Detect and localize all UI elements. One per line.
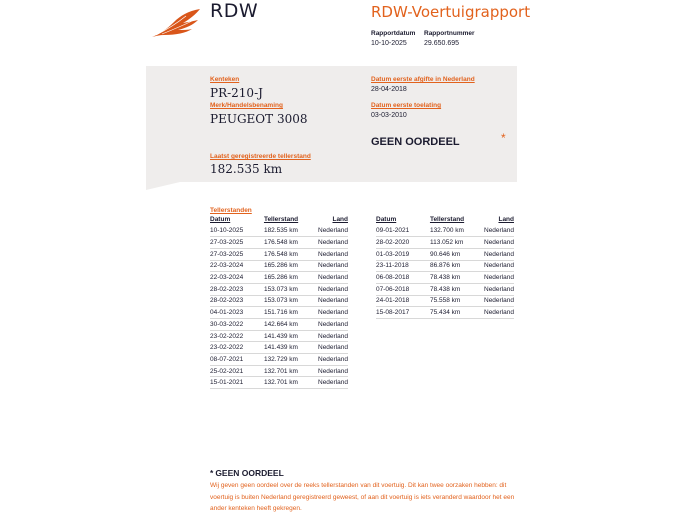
cell-land: Nederland xyxy=(318,283,348,295)
cell-datum: 24-01-2018 xyxy=(376,295,430,307)
cell-land: Nederland xyxy=(318,330,348,342)
merk-value: PEUGEOT 3008 xyxy=(210,112,308,126)
cell-datum: 25-02-2021 xyxy=(210,365,264,377)
table-row xyxy=(210,319,348,331)
cell-land: Nederland xyxy=(484,248,514,260)
cell-land: Nederland xyxy=(318,225,348,237)
eerste-toelating-value: 03-03-2010 xyxy=(371,112,407,119)
odometer-table-right xyxy=(376,216,514,319)
cell-land: Nederland xyxy=(484,237,514,249)
cell-tellerstand: 90.646 km xyxy=(430,248,484,260)
table-row xyxy=(376,307,514,319)
cell-tellerstand: 176.548 km xyxy=(264,237,318,249)
cell-land: Nederland xyxy=(484,225,514,237)
table-row xyxy=(376,237,514,249)
cell-land: Nederland xyxy=(484,272,514,284)
cell-datum: 15-01-2021 xyxy=(210,377,264,389)
cell-datum: 09-01-2021 xyxy=(376,225,430,237)
cell-datum: 06-08-2018 xyxy=(376,272,430,284)
cell-tellerstand: 75.558 km xyxy=(430,295,484,307)
cell-tellerstand: 153.073 km xyxy=(264,283,318,295)
cell-tellerstand: 132.701 km xyxy=(264,377,318,389)
rapportnummer-value: 29.650.695 xyxy=(424,40,460,47)
cell-datum: 27-03-2025 xyxy=(210,248,264,260)
verdict-text: GEEN OORDEEL xyxy=(371,136,460,148)
cell-datum: 23-02-2022 xyxy=(210,330,264,342)
cell-tellerstand: 182.535 km xyxy=(264,225,318,237)
table-row xyxy=(210,354,348,366)
cell-tellerstand: 142.664 km xyxy=(264,319,318,331)
rdw-logo-icon xyxy=(150,8,202,38)
table-row xyxy=(210,248,348,260)
cell-land: Nederland xyxy=(318,354,348,366)
cell-tellerstand: 75.434 km xyxy=(430,307,484,319)
eerste-toelating-label: Datum eerste toelating xyxy=(371,102,442,109)
footnote-asterisk: * xyxy=(210,468,214,478)
eerste-afgifte-value: 28-04-2018 xyxy=(371,86,407,93)
footnote-text: Wij geven geen oordeel over de reeks tellerstanden van dit voertuig. Dit kan twee oorzaken hebben: dit voertuig is buiten Nederland geregistreerd geweest, of aan dit voertuig is iets veranderd waardoor het een ander kenteken heeft gekregen. xyxy=(210,482,515,512)
cell-tellerstand: 151.716 km xyxy=(264,307,318,319)
table-row xyxy=(376,248,514,260)
kenteken-label: Kenteken xyxy=(210,76,240,83)
cell-datum: 30-03-2022 xyxy=(210,319,264,331)
cell-tellerstand: 78.438 km xyxy=(430,272,484,284)
cell-land: Nederland xyxy=(484,295,514,307)
cell-datum: 04-01-2023 xyxy=(210,307,264,319)
header-tellerstand: Tellerstand xyxy=(263,216,299,223)
table-header-row xyxy=(210,216,348,225)
cell-land: Nederland xyxy=(484,283,514,295)
cell-land: Nederland xyxy=(484,307,514,319)
table-row xyxy=(210,260,348,272)
table-row xyxy=(376,283,514,295)
table-row xyxy=(210,330,348,342)
cell-land: Nederland xyxy=(318,260,348,272)
table-row xyxy=(376,225,514,237)
cell-tellerstand: 132.701 km xyxy=(264,365,318,377)
report-title: RDW-Voertuigrapport xyxy=(371,3,531,21)
odometer-rows-left xyxy=(210,225,348,389)
odometer-table-left xyxy=(210,216,348,389)
cell-tellerstand: 153.073 km xyxy=(264,295,318,307)
merk-label: Merk/Handelsbenaming xyxy=(210,102,283,109)
table-row xyxy=(210,295,348,307)
cell-tellerstand: 132.700 km xyxy=(430,225,484,237)
header-datum: Datum xyxy=(210,216,231,223)
cell-datum: 07-06-2018 xyxy=(376,283,430,295)
table-row xyxy=(210,283,348,295)
cell-datum: 28-02-2023 xyxy=(210,283,264,295)
cell-land: Nederland xyxy=(318,272,348,284)
cell-datum: 15-08-2017 xyxy=(376,307,430,319)
cell-tellerstand: 165.286 km xyxy=(264,272,318,284)
tellerstand-label: Laatst geregistreerde tellerstand xyxy=(210,153,311,160)
cell-tellerstand: 141.439 km xyxy=(264,342,318,354)
cell-tellerstand: 141.439 km xyxy=(264,330,318,342)
cell-datum: 23-11-2018 xyxy=(376,260,430,272)
cell-land: Nederland xyxy=(484,260,514,272)
tellerstanden-title: Tellerstanden xyxy=(210,207,252,214)
table-row xyxy=(210,307,348,319)
cell-datum: 27-03-2025 xyxy=(210,237,264,249)
cell-tellerstand: 132.729 km xyxy=(264,354,318,366)
table-row xyxy=(210,377,348,389)
table-row xyxy=(210,237,348,249)
kenteken-value: PR-210-J xyxy=(210,86,263,100)
cell-tellerstand: 176.548 km xyxy=(264,248,318,260)
cell-datum: 22-03-2024 xyxy=(210,272,264,284)
cell-land: Nederland xyxy=(318,342,348,354)
cell-land: Nederland xyxy=(318,248,348,260)
cell-land: Nederland xyxy=(318,365,348,377)
panel-notch xyxy=(146,182,180,190)
cell-datum: 10-10-2025 xyxy=(210,225,264,237)
table-row xyxy=(210,342,348,354)
cell-tellerstand: 113.052 km xyxy=(430,237,484,249)
table-header-row xyxy=(376,216,514,225)
brand-name: RDW xyxy=(210,0,259,22)
cell-land: Nederland xyxy=(318,307,348,319)
cell-tellerstand: 78.438 km xyxy=(430,283,484,295)
rapportdatum-label: Rapportdatum xyxy=(371,30,416,37)
tellerstand-value: 182.535 km xyxy=(210,162,283,176)
cell-land: Nederland xyxy=(318,377,348,389)
cell-datum: 08-07-2021 xyxy=(210,354,264,366)
odometer-rows-right xyxy=(376,225,514,319)
table-row xyxy=(376,260,514,272)
table-row xyxy=(376,272,514,284)
header-land: Land xyxy=(332,216,348,223)
cell-land: Nederland xyxy=(318,319,348,331)
rapportnummer-label: Rapportnummer xyxy=(424,30,475,37)
cell-datum: 01-03-2019 xyxy=(376,248,430,260)
cell-tellerstand: 165.286 km xyxy=(264,260,318,272)
header-land: Land xyxy=(498,216,514,223)
table-row xyxy=(210,225,348,237)
footnote-heading: GEEN OORDEEL xyxy=(215,468,284,478)
table-row xyxy=(210,365,348,377)
eerste-afgifte-label: Datum eerste afgifte in Nederland xyxy=(371,76,475,83)
table-row xyxy=(376,295,514,307)
cell-land: Nederland xyxy=(318,237,348,249)
rapportdatum-value: 10-10-2025 xyxy=(371,40,407,47)
footnote-title xyxy=(210,468,284,478)
table-row xyxy=(210,272,348,284)
header-datum: Datum xyxy=(376,216,397,223)
cell-datum: 23-02-2022 xyxy=(210,342,264,354)
verdict-asterisk: * xyxy=(501,131,506,145)
cell-datum: 22-03-2024 xyxy=(210,260,264,272)
vehicle-summary-panel xyxy=(146,66,517,182)
cell-datum: 28-02-2023 xyxy=(210,295,264,307)
cell-land: Nederland xyxy=(318,295,348,307)
header-tellerstand: Tellerstand xyxy=(429,216,465,223)
cell-datum: 28-02-2020 xyxy=(376,237,430,249)
cell-tellerstand: 86.876 km xyxy=(430,260,484,272)
